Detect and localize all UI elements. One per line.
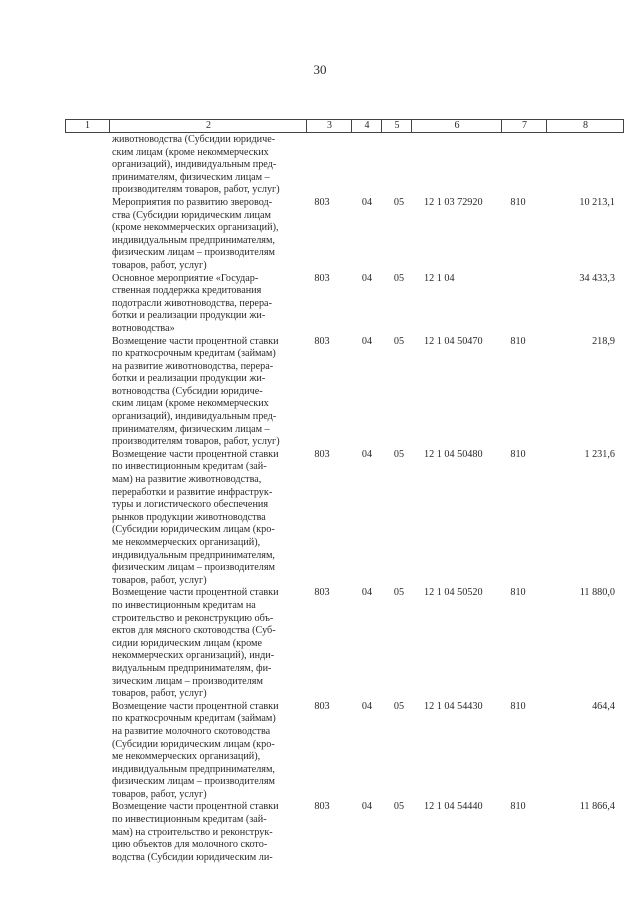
amount: 11 866,4 [579, 801, 615, 813]
description-line: ботки и реализации продукции жи- [112, 373, 266, 385]
expense-type-code: 810 [510, 335, 526, 347]
expense-type-code: 810 [510, 700, 526, 712]
table-row [0, 336, 640, 449]
row-description [112, 134, 302, 197]
column-header-7: 7 [501, 120, 547, 132]
table-row [0, 449, 640, 588]
description-line: принимателям, физическим лицам – [112, 171, 270, 183]
description-line: Возмещение части процентной ставки [112, 801, 279, 813]
description-line: рынков продукции животноводства [112, 511, 266, 523]
description-line: ме некоммерческих организаций), [112, 537, 261, 548]
description-line: товаров, работ, услуг) [112, 259, 207, 271]
column-header-8: 8 [546, 120, 624, 132]
description-line: товаров, работ, услуг) [112, 688, 207, 700]
target-article-code: 12 1 04 50480 [424, 448, 483, 460]
description-line: мам) на строительство и реконструк- [112, 826, 273, 838]
description-line: по инвестиционным кредитам на [112, 599, 256, 611]
description-line: на развитие молочного скотоводства [112, 725, 271, 737]
subsection-code: 05 [393, 448, 405, 460]
description-line: ботки и реализации продукции жи- [112, 310, 266, 322]
description-line: вотноводства (Субсидии юридиче- [112, 385, 263, 397]
section-code: 04 [361, 272, 373, 284]
description-line: зическим лицам – производителям [112, 675, 263, 687]
subsection-code: 05 [393, 700, 405, 712]
description-line: индивидуальным предпринимателям, [112, 234, 275, 246]
description-line: Мероприятия по развитию зверовод- [112, 196, 273, 208]
table-row [0, 134, 640, 197]
description-line: цию объектов для молочного ското- [112, 839, 268, 851]
description-line: индивидуальным предпринимателям, [112, 549, 275, 561]
description-line: некоммерческих организаций), инди- [112, 650, 275, 662]
ministry-code: 803 [314, 448, 330, 460]
row-description [112, 273, 302, 336]
description-line: организаций), индивидуальным пред- [112, 159, 277, 171]
table-row [0, 273, 640, 336]
table-row [0, 587, 640, 700]
description-line: производителям товаров, работ, услуг) [112, 184, 280, 196]
description-line: животноводства (Субсидии юридиче- [112, 134, 276, 145]
description-line: по инвестиционным кредитам (зай- [112, 461, 267, 473]
description-line: по инвестиционным кредитам (зай- [112, 814, 267, 826]
amount: 218,9 [592, 335, 615, 347]
description-line: сидии юридическим лицам (кроме [112, 637, 263, 649]
description-line: организаций), индивидуальным пред- [112, 411, 277, 423]
row-description [112, 701, 302, 802]
page-number: 30 [313, 62, 327, 77]
table-body [0, 134, 640, 864]
target-article-code: 12 1 04 54430 [424, 700, 483, 712]
description-line: Возмещение части процентной ставки [112, 448, 279, 460]
description-line: вотноводства» [112, 322, 175, 334]
column-header-6: 6 [411, 120, 502, 132]
description-line: товаров, работ, услуг) [112, 788, 207, 800]
column-header-3: 3 [306, 120, 352, 132]
description-line: (кроме некоммерческих организаций), [112, 222, 279, 234]
row-description [112, 197, 302, 273]
section-code: 04 [361, 196, 373, 208]
description-line: Возмещение части процентной ставки [112, 587, 279, 599]
description-line: ме некоммерческих организаций), [112, 751, 261, 763]
expense-type-code: 810 [510, 801, 526, 813]
subsection-code: 05 [393, 587, 405, 599]
target-article-code: 12 1 04 54440 [424, 801, 483, 813]
description-line: Возмещение части процентной ставки [112, 700, 279, 712]
expense-type-code: 810 [510, 587, 526, 599]
description-line: (Субсидии юридическим лицам (кро- [112, 524, 275, 536]
column-header-4: 4 [351, 120, 382, 132]
row-description [112, 587, 302, 700]
amount: 1 231,6 [584, 448, 615, 460]
row-description [112, 449, 302, 588]
description-line: физическим лицам – производителям [112, 247, 275, 259]
description-line: подотрасли животноводства, перера- [112, 297, 272, 309]
column-header-1: 1 [85, 120, 90, 131]
description-line: товаров, работ, услуг) [112, 574, 207, 586]
row-description [112, 801, 302, 864]
target-article-code: 12 1 04 50470 [424, 335, 483, 347]
ministry-code: 803 [314, 335, 330, 347]
description-line: физическим лицам – производителям [112, 562, 275, 574]
amount: 10 213,1 [579, 196, 615, 208]
description-line: (Субсидии юридическим лицам (кро- [112, 738, 275, 750]
table-header [65, 119, 624, 133]
description-line: ственная поддержка кредитования [112, 285, 262, 297]
target-article-code: 12 1 04 [424, 272, 455, 284]
column-header-5: 5 [381, 120, 412, 132]
description-line: мам) на развитие животноводства, [112, 474, 262, 486]
ministry-code: 803 [314, 196, 330, 208]
description-line: производителям товаров, работ, услуг) [112, 436, 280, 448]
description-line: водства (Субсидии юридическим ли- [112, 851, 273, 863]
table-row [0, 701, 640, 802]
ministry-code: 803 [314, 587, 330, 599]
table-row [0, 801, 640, 864]
description-line: индивидуальным предпринимателям, [112, 763, 275, 775]
ministry-code: 803 [314, 801, 330, 813]
description-line: переработки и развитие инфраструк- [112, 486, 273, 498]
description-line: строительство и реконструкцию объ- [112, 612, 274, 624]
description-line: Возмещение части процентной ставки [112, 335, 279, 347]
amount: 11 880,0 [579, 587, 615, 599]
ministry-code: 803 [314, 272, 330, 284]
description-line: ским лицам (кроме некоммерческих [112, 146, 269, 158]
subsection-code: 05 [393, 272, 405, 284]
section-code: 04 [361, 448, 373, 460]
description-line: ским лицам (кроме некоммерческих [112, 398, 269, 410]
target-article-code: 12 1 03 72920 [424, 196, 483, 208]
description-line: туры и логистического обеспечения [112, 499, 269, 511]
description-line: видуальным предпринимателям, фи- [112, 662, 272, 674]
section-code: 04 [361, 335, 373, 347]
amount: 34 433,3 [579, 272, 615, 284]
description-line: на развитие животноводства, перера- [112, 360, 274, 372]
section-code: 04 [361, 801, 373, 813]
column-header-2: 2 [109, 120, 307, 132]
description-line: физическим лицам – производителям [112, 776, 275, 788]
table-row [0, 197, 640, 273]
target-article-code: 12 1 04 50520 [424, 587, 483, 599]
row-description [112, 336, 302, 449]
amount: 464,4 [592, 700, 615, 712]
expense-type-code: 810 [510, 196, 526, 208]
subsection-code: 05 [393, 196, 405, 208]
subsection-code: 05 [393, 801, 405, 813]
description-line: ектов для мясного скотоводства (Суб- [112, 625, 276, 637]
ministry-code: 803 [314, 700, 330, 712]
description-line: принимателям, физическим лицам – [112, 423, 270, 435]
description-line: по краткосрочным кредитам (займам) [112, 348, 276, 360]
section-code: 04 [361, 587, 373, 599]
description-line: Основное мероприятие «Государ- [112, 272, 259, 284]
subsection-code: 05 [393, 335, 405, 347]
expense-type-code: 810 [510, 448, 526, 460]
description-line: ства (Субсидии юридическим лицам [112, 209, 271, 221]
description-line: по краткосрочным кредитам (займам) [112, 713, 276, 725]
section-code: 04 [361, 700, 373, 712]
